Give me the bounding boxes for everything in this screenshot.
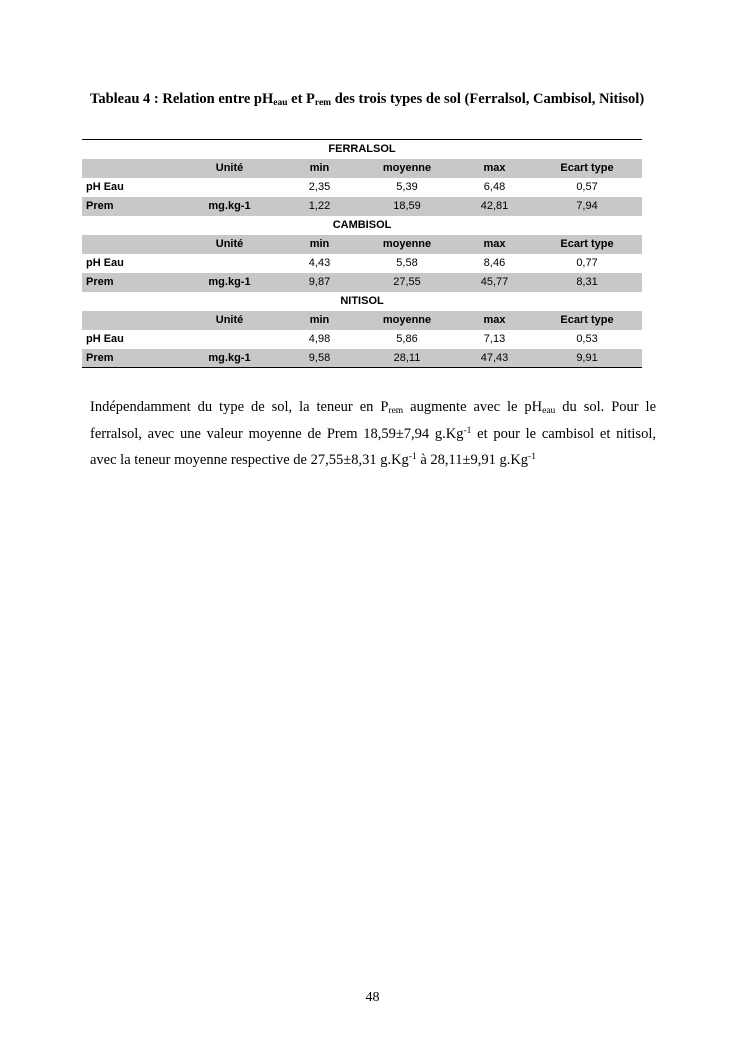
body-paragraph xyxy=(90,394,656,474)
paragraph-superscript: -1 xyxy=(408,452,417,462)
column-header: max xyxy=(457,235,532,254)
unit-cell: mg.kg-1 xyxy=(177,273,282,292)
paragraph-subscript: rem xyxy=(388,406,404,416)
max-cell: 42,81 xyxy=(457,197,532,216)
min-cell: 4,43 xyxy=(308,257,331,269)
table-caption xyxy=(90,86,650,113)
paragraph-subscript: eau xyxy=(542,406,556,416)
row-label: pH Eau xyxy=(86,181,124,193)
paragraph-superscript: -1 xyxy=(528,452,536,462)
moyenne-cell: 28,11 xyxy=(357,349,457,368)
caption-text: Tableau 4 : Relation entre pH xyxy=(90,91,274,107)
caption-subscript: eau xyxy=(273,98,288,108)
column-header xyxy=(82,311,177,330)
moyenne-cell: 5,86 xyxy=(396,333,418,345)
paragraph-text: et pour le cambisol et nitisol, avec la teneur moyenne respective de 27,55±8,31 g.Kg xyxy=(90,425,656,468)
column-header: Unité xyxy=(177,311,282,330)
min-cell: 1,22 xyxy=(282,197,357,216)
column-header-row xyxy=(82,311,642,330)
section-title: NITISOL xyxy=(340,295,384,307)
section-title: CAMBISOL xyxy=(332,219,392,231)
max-cell: 47,43 xyxy=(457,349,532,368)
column-header-row xyxy=(82,235,642,254)
max-cell: 7,13 xyxy=(483,333,506,345)
row-label: Prem xyxy=(82,197,177,216)
min-cell: 9,87 xyxy=(282,273,357,292)
section-title: FERRALSOL xyxy=(82,140,642,159)
column-header xyxy=(82,235,177,254)
caption-text: et P xyxy=(287,91,315,107)
ecart-type-cell: 9,91 xyxy=(532,349,642,368)
table-row xyxy=(82,178,642,197)
ecart-type-cell: 0,57 xyxy=(576,181,598,193)
table-row xyxy=(82,254,642,273)
unit-cell: mg.kg-1 xyxy=(177,349,282,368)
max-cell: 6,48 xyxy=(483,181,506,193)
max-cell: 8,46 xyxy=(483,257,506,269)
moyenne-cell: 5,39 xyxy=(396,181,418,193)
max-cell: 45,77 xyxy=(457,273,532,292)
moyenne-cell: 5,58 xyxy=(396,257,418,269)
ecart-type-cell: 0,53 xyxy=(576,333,598,345)
row-label: pH Eau xyxy=(86,257,124,269)
section-title-row xyxy=(82,216,642,235)
moyenne-cell: 27,55 xyxy=(357,273,457,292)
column-header-row xyxy=(82,159,642,178)
ecart-type-cell: 0,77 xyxy=(576,257,598,269)
min-cell: 9,58 xyxy=(282,349,357,368)
column-header: max xyxy=(457,159,532,178)
unit-cell: mg.kg-1 xyxy=(177,197,282,216)
column-header: Ecart type xyxy=(532,159,642,178)
table-row xyxy=(82,197,642,216)
paragraph-superscript: -1 xyxy=(463,425,472,436)
page-number: 48 xyxy=(365,990,380,1005)
paragraph-text: à 28,11±9,91 g.Kg xyxy=(416,452,529,468)
soil-ph-prem-table xyxy=(82,139,642,368)
unit-cell xyxy=(177,178,282,197)
column-header: Ecart type xyxy=(532,235,642,254)
table-row xyxy=(82,330,642,349)
column-header xyxy=(82,159,177,178)
column-header: moyenne xyxy=(357,311,457,330)
unit-cell xyxy=(177,254,282,273)
paragraph-text: du sol. Pour le ferralsol, avec une valeur moyenne de Prem 18,59±7,94 g.Kg xyxy=(90,399,657,442)
column-header: moyenne xyxy=(357,235,457,254)
min-cell: 4,98 xyxy=(308,333,331,345)
caption-text: des trois types de sol (Ferralsol, Cambisol, Nitisol) xyxy=(331,91,645,107)
paragraph-text: augmente avec le pH xyxy=(403,399,543,415)
unit-cell xyxy=(177,330,282,349)
column-header: min xyxy=(282,235,357,254)
caption-subscript: rem xyxy=(314,98,332,108)
ecart-type-cell: 8,31 xyxy=(532,273,642,292)
min-cell: 2,35 xyxy=(308,181,331,193)
table-row xyxy=(82,273,642,292)
column-header: Ecart type xyxy=(532,311,642,330)
column-header: min xyxy=(282,311,357,330)
moyenne-cell: 18,59 xyxy=(357,197,457,216)
column-header: Unité xyxy=(177,235,282,254)
row-label: pH Eau xyxy=(86,333,124,345)
table-row xyxy=(82,349,642,368)
column-header: max xyxy=(457,311,532,330)
column-header: min xyxy=(282,159,357,178)
column-header: moyenne xyxy=(357,159,457,178)
column-header: Unité xyxy=(177,159,282,178)
section-title-row xyxy=(82,292,642,311)
ecart-type-cell: 7,94 xyxy=(532,197,642,216)
paragraph-text: Indépendamment du type de sol, la teneur en P xyxy=(90,399,389,415)
row-label: Prem xyxy=(82,273,177,292)
row-label: Prem xyxy=(82,349,177,368)
section-title-row xyxy=(82,140,642,159)
